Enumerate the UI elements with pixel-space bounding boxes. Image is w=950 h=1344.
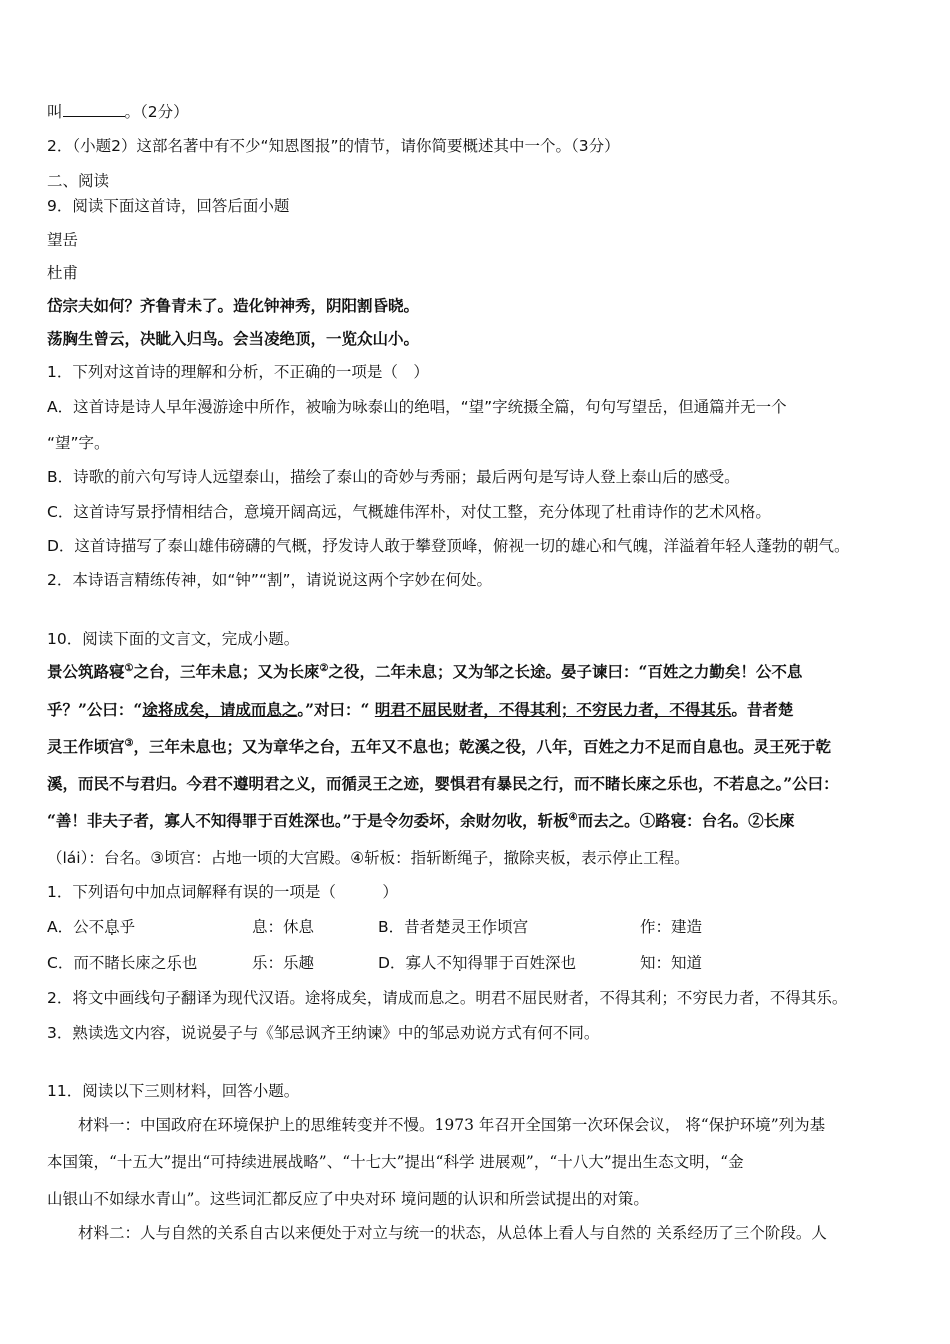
poem-author: 杜甫 — [47, 264, 79, 282]
blank-suffix: 。（2分） — [124, 103, 189, 121]
option-b-gloss: 作：建造 — [640, 918, 703, 936]
question-9-sub-2: 2．本诗语言精练传神，如“钟”“割”，请说说这两个字妙在何处。 — [47, 571, 492, 589]
option-b: B．诗歌的前六句写诗人远望泰山，描绘了泰山的奇妙与秀丽；最后两句是写诗人登上泰山后的感受。 — [47, 468, 740, 486]
question-9-sub-1: 1．下列对这首诗的理解和分析，不正确的一项是（ ） — [47, 363, 429, 381]
classical-text-line-2: 乎？”公曰：“途将成矣，请成而息之。”对曰：“ 明君不屈民财者，不得其利；不穷民力者，不得其乐。昔者楚 — [47, 700, 794, 719]
option-a-line-2: “望”字。 — [47, 434, 110, 452]
option-a-text: A．公不息乎 — [47, 918, 136, 936]
option-a-gloss: 息：休息 — [252, 918, 315, 936]
classical-text-line-5: “善！非夫子者，寡人不知得罪于百姓深也。”于是令勿委坏，余财勿收，斩板④而去之。①路寝：台名。②长庲 — [47, 811, 795, 830]
option-d-gloss: 知：知道 — [640, 954, 703, 972]
question-8-sub-2: 2．（小题2）这部名著中有不少“知恩图报”的情节，请你简要概述其中一个。（3分） — [47, 137, 620, 155]
option-d: D．这首诗描写了泰山雄伟磅礴的气概，抒发诗人敢于攀登顶峰，俯视一切的雄心和气魄，洋溢着年轻人蓬勃的朝气。 — [47, 537, 850, 555]
question-11-intro: 11．阅读以下三则材料，回答小题。 — [47, 1082, 300, 1100]
option-d-text: D．寡人不知得罪于百姓深也 — [378, 954, 576, 972]
answer-blank — [63, 102, 125, 117]
option-c-text: C．而不睹长庲之乐也 — [47, 954, 198, 972]
option-c: C．这首诗写景抒情相结合，意境开阔高远，气概雄伟浑朴，对仗工整，充分体现了杜甫诗作的艺术风格。 — [47, 503, 771, 521]
material-2-line-1: 材料二：人与自然的关系自古以来便处于对立与统一的状态，从总体上看人与自然的 关系经历了三个阶段。人 — [78, 1224, 827, 1242]
underlined-sentence-2: 明君不屈民财者，不得其利；不穷民力者，不得其乐 — [374, 700, 732, 719]
question-10-sub-2: 2．将文中画线句子翻译为现代汉语。途将成矣，请成而息之。明君不屈民财者，不得其利；不穷民力者，不得其乐。 — [47, 989, 848, 1007]
underlined-sentence-1: 途将成矣，请成而息之 — [142, 700, 298, 719]
classical-text-line-3: 灵王作顷宫③，三年未息也；又为章华之台，五年又不息也；乾溪之役，八年，百姓之力不足而自息也。灵王死于乾 — [47, 737, 831, 756]
question-10-intro: 10．阅读下面的文言文，完成小题。 — [47, 630, 300, 648]
material-1-line-2: 本国策，“十五大”提出“可持续进展战略”、“十七大”提出“科学 进展观”，“十八大”提出生态文明，“金 — [47, 1153, 744, 1171]
question-10-sub-1: 1．下列语句中加点词解释有误的一项是（ ） — [47, 883, 398, 901]
poem-line-1: 岱宗夫如何？齐鲁青未了。造化钟神秀，阴阳割昏晓。 — [47, 296, 420, 315]
classical-text-line-1: 景公筑路寝①之台，三年未息；又为长庲②之役，二年未息；又为邹之长途。晏子谏曰：“百姓之力勤矣！公不息 — [47, 662, 803, 681]
material-1-line-1: 材料一：中国政府在环境保护上的思维转变并不慢。1973 年召开全国第一次环保会议， 将“保护环境”列为基 — [78, 1116, 826, 1134]
blank-prefix: 叫 — [47, 103, 63, 121]
classical-text-line-4: 溪，而民不与君归。今君不遵明君之义，而循灵王之迹，婴惧君有暴民之行，而不睹长庲之乐也，不若息之。”公曰： — [47, 774, 839, 793]
material-1-line-3: 山银山不如绿水青山”。这些词汇都反应了中央对环 境问题的认识和所尝试提出的对策。 — [47, 1190, 649, 1208]
question-10-sub-3: 3．熟读选文内容，说说晏子与《邹忌讽齐王纳谏》中的邹忌劝说方式有何不同。 — [47, 1024, 600, 1042]
option-a-line-1: A．这首诗是诗人早年漫游途中所作，被喻为咏泰山的绝唱，“望”字统摄全篇，句句写望岳，但通篇并无一个 — [47, 398, 787, 416]
option-c-gloss: 乐：乐趣 — [252, 954, 315, 972]
section-heading-reading: 二、阅读 — [47, 172, 110, 190]
poem-title: 望岳 — [47, 231, 79, 249]
question-9-intro: 9．阅读下面这首诗，回答后面小题 — [47, 197, 290, 215]
classical-text-notes: （lái）：台名。③顷宫：占地一顷的大宫殿。④斩板：指斩断绳子，撤除夹板，表示停止工程。 — [47, 849, 690, 867]
question-8-blank-line — [47, 102, 189, 122]
option-b-text: B．昔者楚灵王作顷宫 — [378, 918, 529, 936]
poem-line-2: 荡胸生曾云，决眦入归鸟。会当凌绝顶，一览众山小。 — [47, 329, 420, 348]
